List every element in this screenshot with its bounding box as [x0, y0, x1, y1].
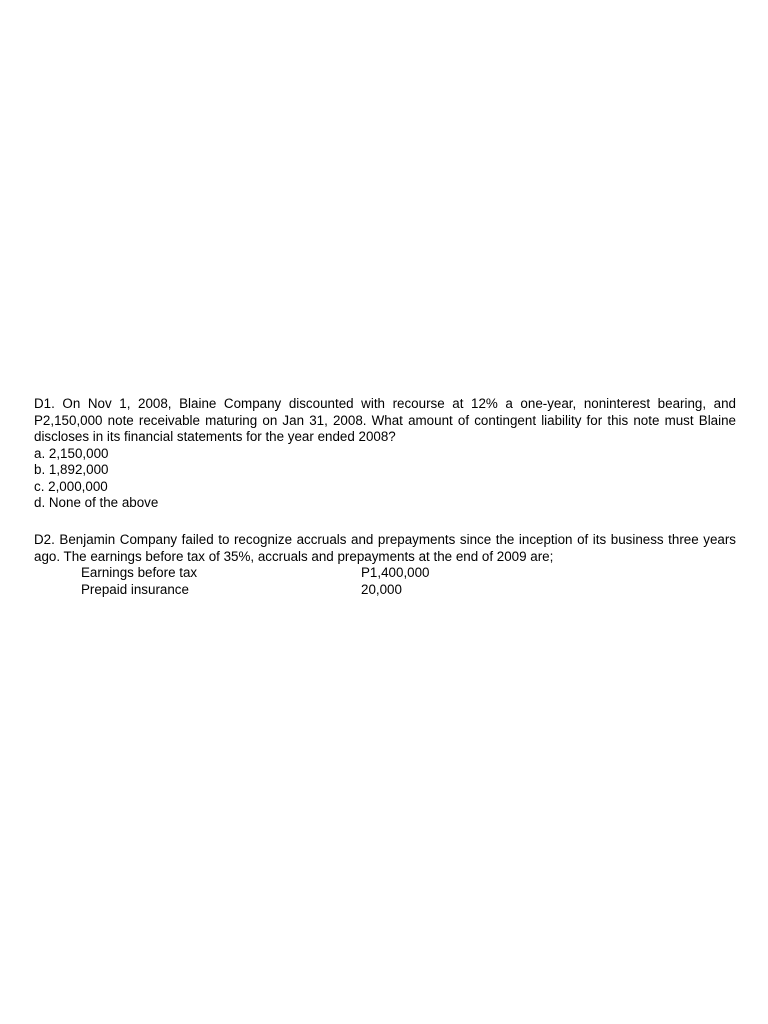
question-d1-stem: D1. On Nov 1, 2008, Blaine Company discounted with recourse at 12% a one-year, noninterest bearing, and P2,150,000 note receivable maturing on Jan 31, 2008. What amount of contingent liability for this note must Blaine discloses in its financial statements for the year ended 2008?: [34, 396, 736, 444]
table-item-label: Earnings before tax: [81, 565, 198, 580]
question-d2-data-table: [81, 565, 430, 598]
table-item-amount: P1,400,000: [361, 565, 430, 580]
question-d2-stem: D2. Benjamin Company failed to recognize accruals and prepayments since the inception of its business three years ago. The earnings before tax of 35%, accruals and prepayments at the end of 2009 are;: [34, 532, 736, 564]
table-row: [81, 582, 430, 599]
question-d2: [34, 532, 736, 598]
choice-a: a. 2,150,000: [34, 445, 109, 461]
table-item-label: Prepaid insurance: [81, 581, 189, 597]
choice-d: d. None of the above: [34, 495, 159, 510]
choice-b: b. 1,892,000: [34, 462, 109, 477]
question-d1-choices: [34, 446, 736, 512]
table-item-amount: 20,000: [361, 581, 402, 597]
choice-c: c. 2,000,000: [34, 478, 108, 494]
table-row: [81, 565, 430, 582]
question-d1: [34, 396, 736, 512]
